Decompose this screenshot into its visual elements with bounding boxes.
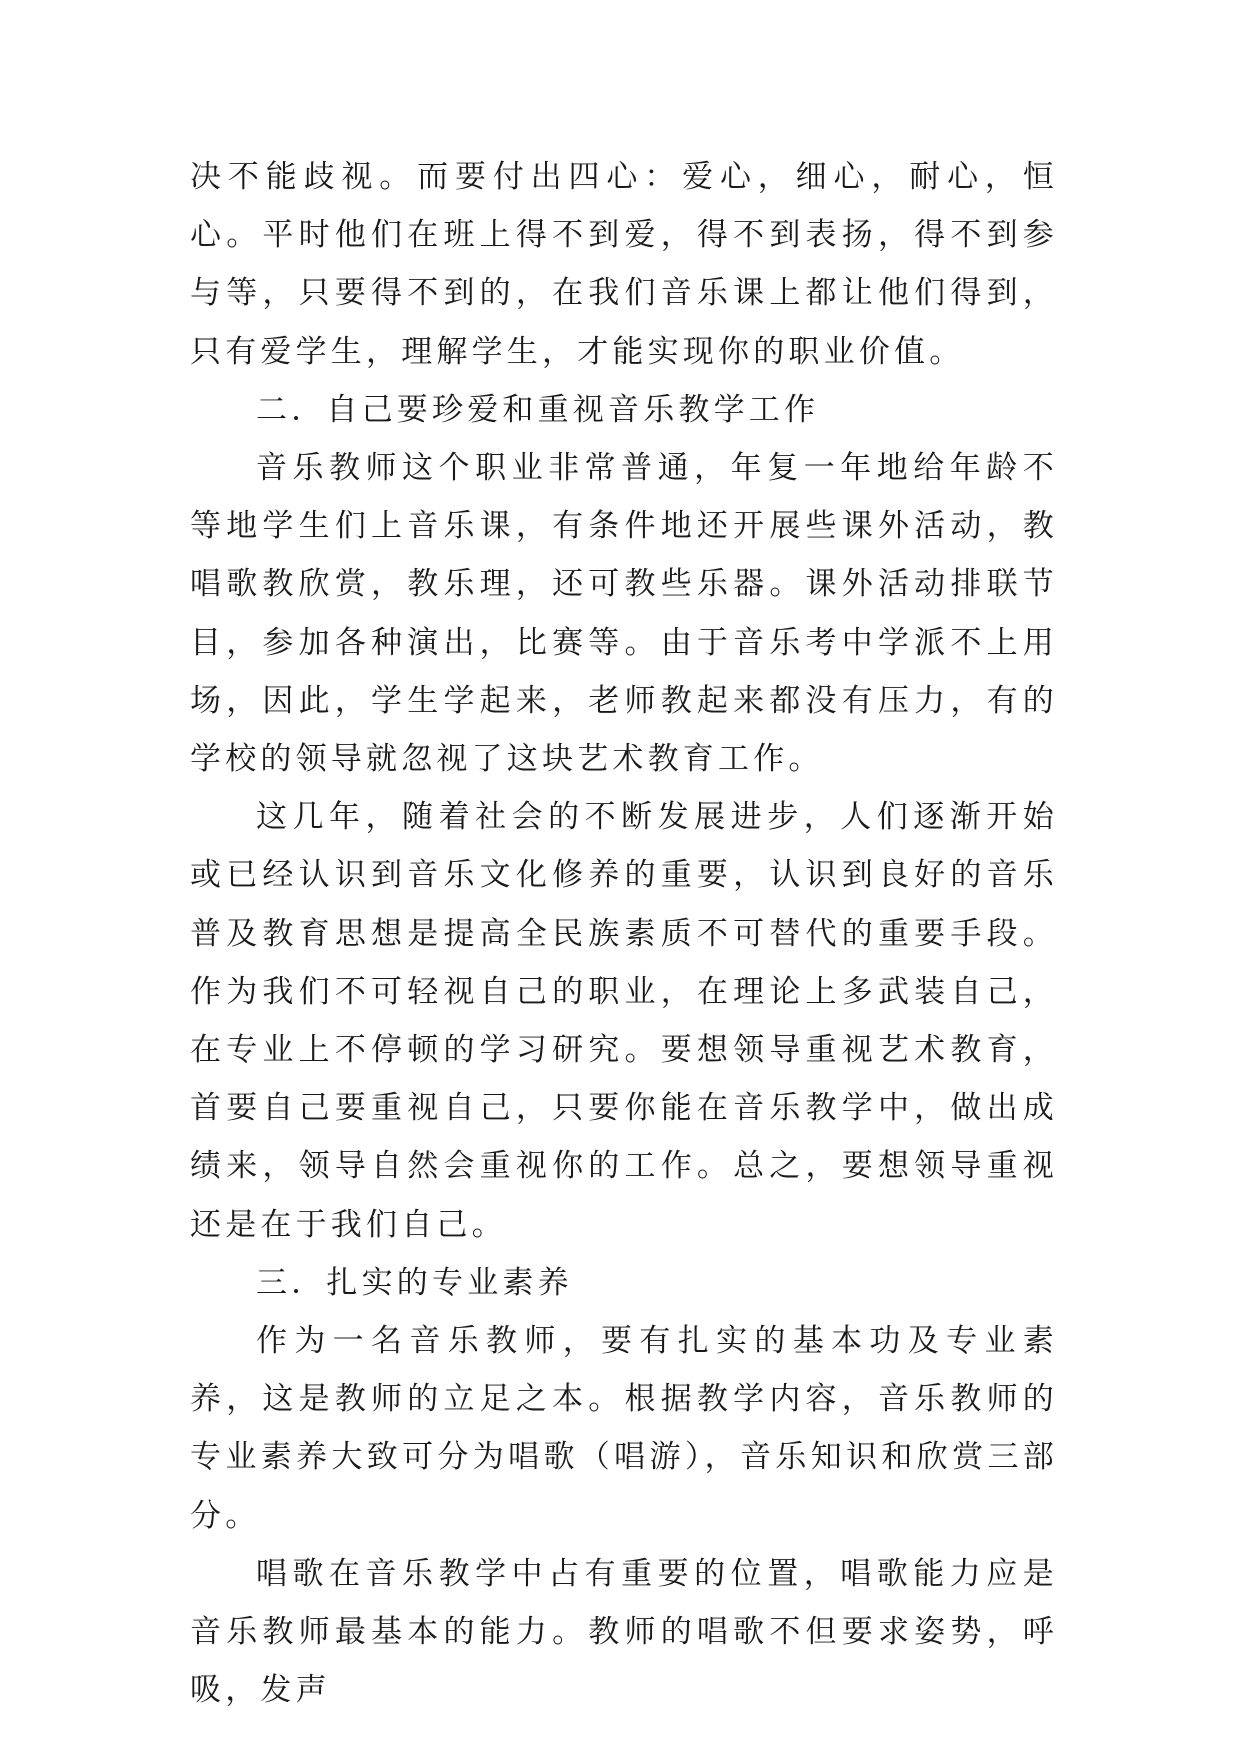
document-body	[190, 148, 1058, 1719]
paragraph: 音乐教师这个职业非常普通，年复一年地给年龄不等地学生们上音乐课，有条件地还开展些课外活动，教唱歌教欣赏，教乐理，还可教些乐器。课外活动排联节目，参加各种演出，比赛等。由于音乐考中学派不上用场，因此，学生学起来，老师教起来都没有压力，有的学校的领导就忽视了这块艺术教育工作。	[190, 450, 1058, 778]
section-heading-3: 三．扎实的专业素养	[256, 1264, 573, 1301]
paragraph: 唱歌在音乐教学中占有重要的位置，唱歌能力应是音乐教师最基本的能力。教师的唱歌不但要求姿势，呼吸，发声	[190, 1555, 1058, 1709]
paragraph: 作为一名音乐教师，要有扎实的基本功及专业素养，这是教师的立足之本。根据教学内容，音乐教师的专业素养大致可分为唱歌（唱游），音乐知识和欣赏三部分。	[190, 1323, 1058, 1534]
section-heading-2: 二．自己要珍爱和重视音乐教学工作	[256, 391, 820, 428]
paragraph: 这几年，随着社会的不断发展进步，人们逐渐开始或已经认识到音乐文化修养的重要，认识到良好的音乐普及教育思想是提高全民族素质不可替代的重要手段。作为我们不可轻视自己的职业，在理论上多武装自己，在专业上不停顿的学习研究。要想领导重视艺术教育，首要自己要重视自己，只要你能在音乐教学中，做出成绩来，领导自然会重视你的工作。总之，要想领导重视还是在于我们自己。	[190, 799, 1058, 1243]
paragraph-continued: 决不能歧视。而要付出四心：爱心，细心，耐心，恒心。平时他们在班上得不到爱，得不到表扬，得不到参与等，只要得不到的，在我们音乐课上都让他们得到，只有爱学生，理解学生，才能实现你的职业价值。	[190, 159, 1058, 370]
